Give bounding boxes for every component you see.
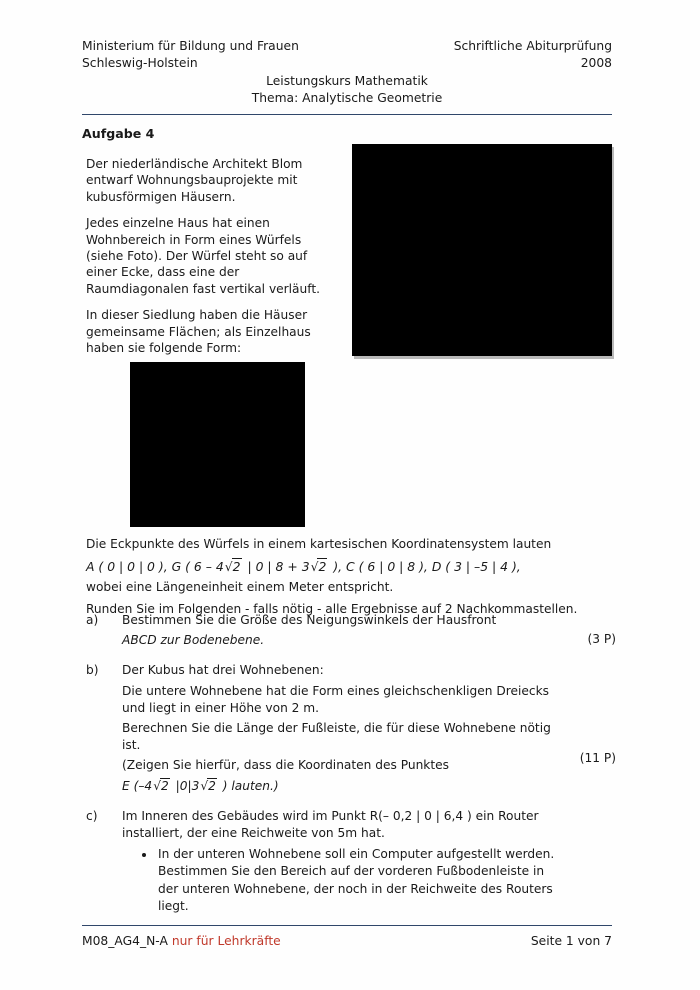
- task-item-c-label: c): [86, 808, 98, 823]
- list-item: • In der unteren Wohnebene soll ein Computer aufgestellt werden. Bestimmen Sie den Bereich auf der vorderen Fußbodenleiste in der unteren Wohnebene, der noch in der Reichweite des Routers liegt.: [156, 846, 558, 915]
- task-item-b-line-2: Die untere Wohnebene hat die Form eines gleichschenkligen Dreiecks und liegt in einer Höhe von 2 m.: [122, 683, 550, 715]
- intro-paragraph-3: In dieser Siedlung haben die Häuser gemeinsame Flächen; als Einzelhaus haben sie folgende Form:: [86, 308, 311, 356]
- task-items: [86, 612, 616, 925]
- task-item-b-line-3: Berechnen Sie die Länge der Fußleiste, die für diese Wohnebene nötig ist.: [122, 721, 551, 753]
- radicand-1: 2: [232, 558, 241, 574]
- radicand-2: 2: [318, 558, 327, 574]
- task-item-a-points: (3 P): [587, 632, 616, 646]
- point-g-post: ),: [329, 558, 343, 574]
- task-item-b-body: [122, 662, 616, 797]
- task-item-b-label: b): [86, 663, 99, 678]
- sqrt-icon: [152, 778, 172, 795]
- task-item-a-label: a): [86, 613, 99, 627]
- header-left-block: [82, 38, 299, 72]
- task-item-b-line-1: Der Kubus hat drei Wohnebenen:: [122, 663, 324, 678]
- topic-title: Thema: Analytische Geometrie: [251, 91, 443, 105]
- formula-pre: E (–4: [122, 778, 153, 793]
- point-g-pre: G ( 6 – 4: [171, 558, 224, 574]
- task-item-c: [86, 808, 616, 915]
- task-item-a-line-1: Bestimmen Sie die Größe des Neigungswinkels der Hausfront: [122, 613, 497, 627]
- header-right-block: [454, 38, 612, 72]
- formula-mid: |0|3: [171, 778, 200, 793]
- task-item-a-line-2: ABCD zur Bodenebene.: [122, 633, 265, 648]
- coordinates-section: [86, 536, 616, 622]
- point-g-mid: | 0 | 8 + 3: [243, 558, 310, 574]
- sqrt-icon: [224, 558, 244, 576]
- task-item-b-points: (11 P): [579, 751, 616, 766]
- header-center-block: [82, 73, 612, 107]
- formula-post: ) lauten.): [218, 778, 279, 793]
- radicand-3: 2: [160, 778, 169, 793]
- coordinates-list: [86, 558, 616, 576]
- task-item-b-line-4: (Zeigen Sie hierfür, dass die Koordinaten des Punktes: [122, 758, 449, 773]
- point-a: A ( 0 | 0 | 0 ),: [86, 558, 168, 574]
- footer-divider: [82, 925, 612, 926]
- page-title: Aufgabe 4: [82, 126, 155, 141]
- task-item-a: [86, 612, 616, 652]
- document-code: M08_AG4_N-A: [82, 934, 168, 948]
- task-item-c-body: [122, 808, 616, 915]
- page-footer: [82, 934, 612, 948]
- page-header: [82, 38, 612, 107]
- header-divider: [82, 114, 612, 115]
- ministry-line-1: Ministerium für Bildung und Frauen: [82, 39, 299, 53]
- page-number: Seite 1 von 7: [530, 934, 612, 948]
- sqrt-icon: [199, 778, 219, 795]
- intro-paragraph-2: Jedes einzelne Haus hat einen Wohnbereich in Form eines Würfels (siehe Foto). Der Würfel steht so auf einer Ecke, dass eine der Raumdiagonalen fast vertikal verläuft.: [86, 216, 320, 296]
- intro-paragraph-1: Der niederländische Architekt Blom entwarf Wohnungsbauprojekte mit kubusförmigen Häusern.: [86, 157, 303, 204]
- point-c: C ( 6 | 0 | 8 ),: [346, 558, 428, 574]
- cube-house-photo: [352, 144, 612, 356]
- cube-diagram-figure: [130, 362, 305, 527]
- point-d: D ( 3 | –5 | 4 ),: [431, 558, 521, 574]
- exam-type: Schriftliche Abiturprüfung: [453, 39, 612, 53]
- task-item-a-body: [122, 612, 616, 652]
- task-item-c-line-1: Im Inneren des Gebäudes wird im Punkt R(– 0,2 | 0 | 6,4 ) ein Router installiert, der eine Reichweite von 5m hat.: [122, 808, 539, 841]
- task-item-c-bullets: [122, 846, 558, 915]
- intro-text: [86, 156, 336, 366]
- coordinates-intro: Die Eckpunkte des Würfels in einem kartesischen Koordinatensystem lauten: [86, 537, 552, 551]
- rounding-note: Runden Sie im Folgenden - falls nötig - alle Ergebnisse auf 2 Nachkommastellen.: [86, 601, 578, 616]
- ministry-line-2: Schleswig-Holstein: [82, 56, 198, 70]
- unit-note: wobei eine Längeneinheit einem Meter entspricht.: [86, 580, 394, 594]
- task-item-b: [86, 662, 616, 797]
- course-title: Leistungskurs Mathematik: [266, 74, 428, 88]
- task-item-b-formula: [122, 778, 558, 795]
- radicand-4: 2: [208, 778, 216, 793]
- exam-year: 2008: [580, 56, 612, 70]
- sqrt-icon: [310, 558, 330, 576]
- footer-left-group: [82, 934, 281, 948]
- teacher-note: nur für Lehrkräfte: [171, 934, 281, 948]
